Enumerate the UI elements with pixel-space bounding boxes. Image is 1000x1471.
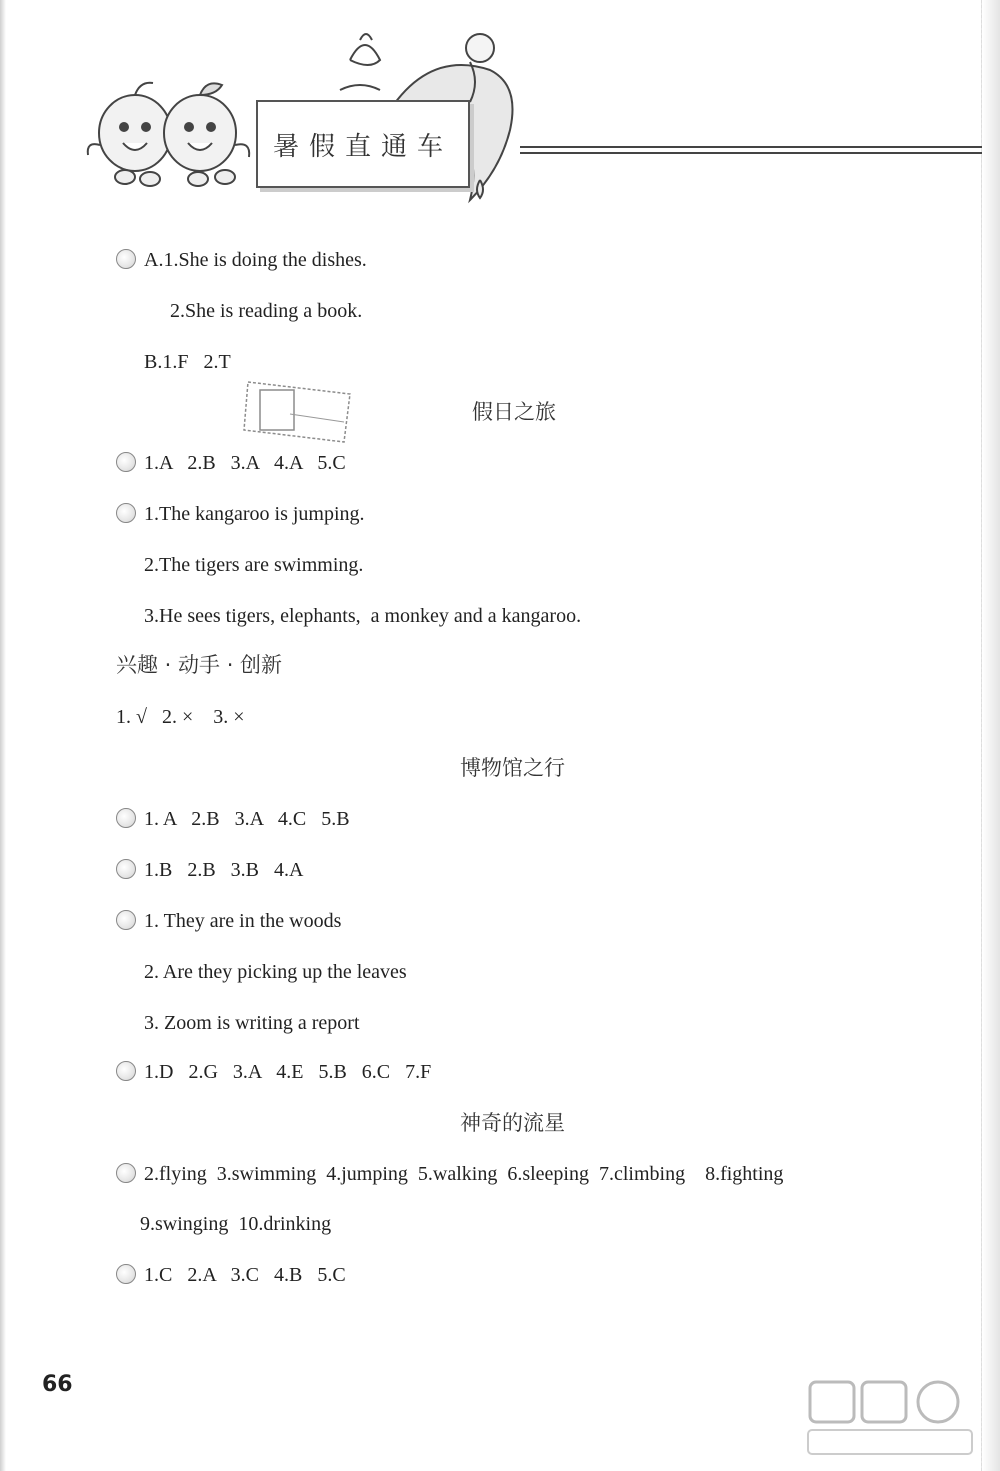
answer-line: 1.The kangaroo is jumping. [116, 502, 365, 526]
header-title: 暑假直通车 [272, 131, 453, 162]
bullet-circle-icon [116, 1264, 136, 1284]
answer-line: 2.She is reading a book. [170, 300, 363, 322]
answer-line: 1.C 2.A 3.C 4.B 5.C [116, 1263, 346, 1287]
answer-line: 1.D 2.G 3.A 4.E 5.B 6.C 7.F [116, 1060, 431, 1084]
bullet-circle-icon [116, 859, 136, 879]
section-heading-interest: 兴趣 · 动手 · 创新 [116, 653, 283, 677]
bullet-circle-icon [116, 1061, 136, 1081]
answer-line: 1. √ 2. × 3. × [116, 706, 245, 728]
bullet-circle-icon [116, 808, 136, 828]
page-number: 66 [42, 1372, 73, 1397]
answer-line: 1.A 2.B 3.A 4.A 5.C [116, 451, 346, 475]
answer-line: B.1.F 2.T [144, 351, 231, 373]
bullet-circle-icon [116, 249, 136, 269]
answer-line: 1. They are in the woods [116, 909, 341, 933]
bullet-circle-icon [116, 1163, 136, 1183]
section-heading-museum: 博物馆之行 [460, 756, 565, 780]
answer-line: A.1.She is doing the dishes. [116, 248, 367, 272]
answer-line: 3. Zoom is writing a report [144, 1012, 360, 1034]
watermark-logo [800, 1378, 980, 1458]
bullet-circle-icon [116, 503, 136, 523]
answer-line: 2. Are they picking up the leaves [144, 961, 407, 983]
answer-line: 2.The tigers are swimming. [144, 554, 364, 576]
section-heading-holiday: 假日之旅 [472, 400, 556, 424]
header-rule-top [520, 146, 982, 148]
answer-line: 9.swinging 10.drinking [140, 1213, 332, 1235]
answer-line: 2.flying 3.swimming 4.jumping 5.walking 6.sleeping 7.climbing 8.fighting [116, 1162, 783, 1186]
fruit-mascots-illustration [80, 75, 260, 190]
answer-line: 1.B 2.B 3.B 4.A [116, 858, 303, 882]
header-rule-bottom [520, 152, 982, 154]
homework-stamp-illustration [240, 372, 360, 452]
page-header [0, 0, 1000, 230]
answer-line: 3.He sees tigers, elephants, a monkey and a kangaroo. [144, 605, 582, 627]
header-title-box [256, 100, 470, 188]
bullet-circle-icon [116, 452, 136, 472]
bullet-circle-icon [116, 910, 136, 930]
answer-line: 1. A 2.B 3.A 4.C 5.B [116, 807, 350, 831]
section-heading-meteor: 神奇的流星 [460, 1111, 565, 1135]
